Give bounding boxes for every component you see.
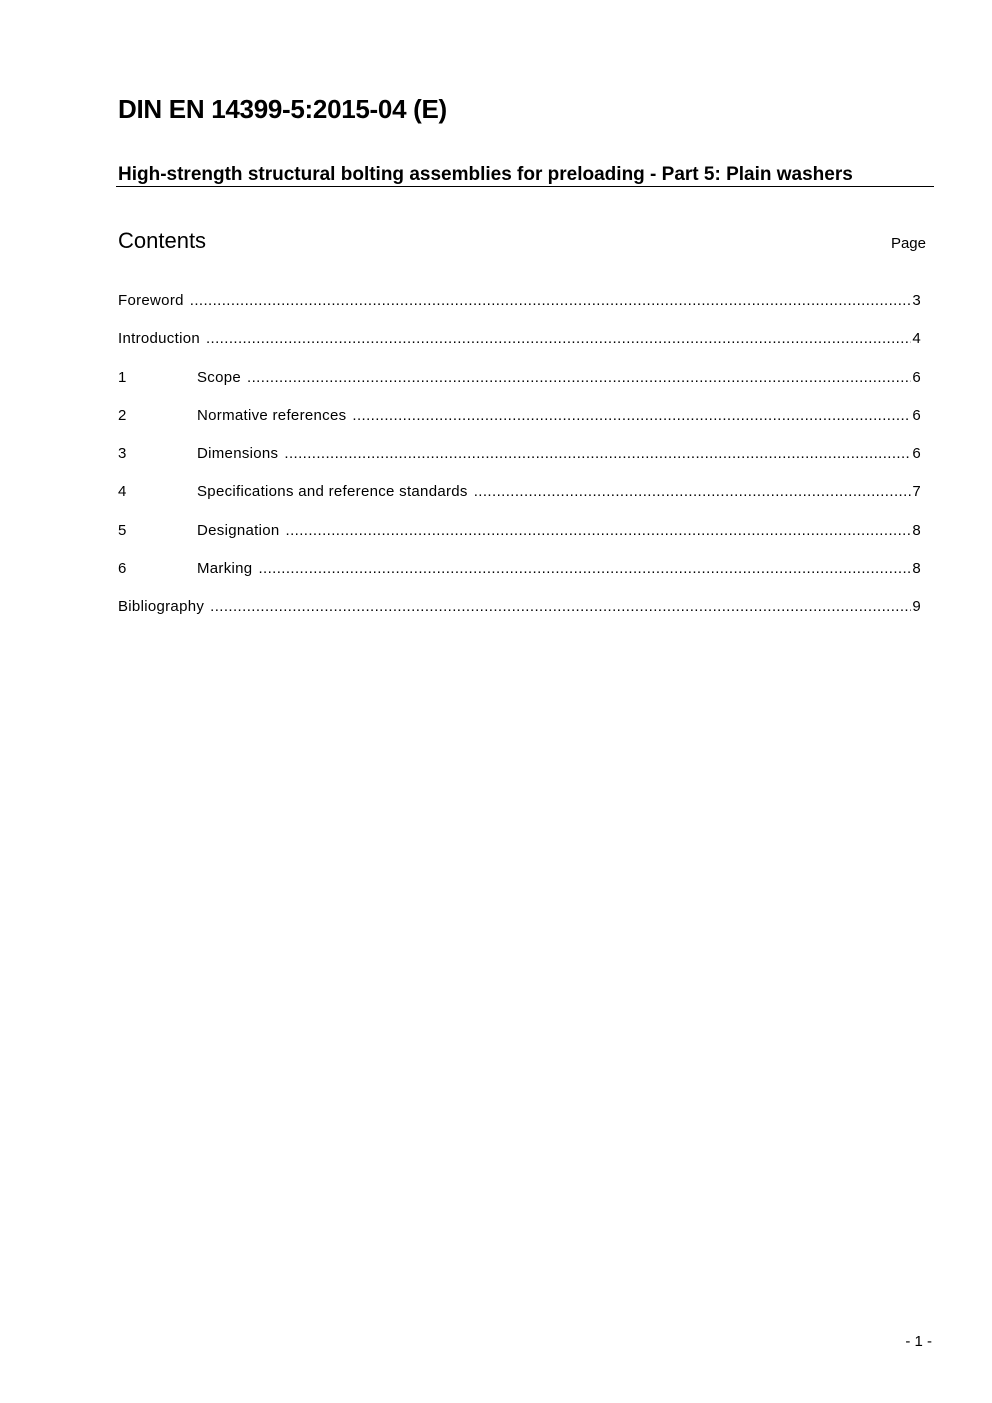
- toc-entry-scope[interactable]: [118, 369, 921, 407]
- toc-entry-title: Dimensions: [197, 445, 279, 463]
- toc-entry-foreword[interactable]: [118, 292, 921, 330]
- title-underline: [116, 186, 934, 187]
- toc-entry-number: 6: [118, 560, 127, 578]
- toc-dot-leader: [286, 522, 912, 539]
- toc-entry-title: Introduction: [118, 330, 200, 348]
- toc-entry-title: Bibliography: [118, 598, 205, 616]
- toc-entry-designation[interactable]: [118, 522, 921, 560]
- contents-heading: Contents: [118, 228, 207, 253]
- toc-entry-number: 2: [118, 406, 127, 424]
- toc-entry-normative-references[interactable]: [118, 407, 921, 445]
- toc-entry-title: Normative references: [197, 406, 347, 424]
- toc-entry-title: Specifications and reference standards: [197, 483, 468, 501]
- toc-entry-page: 8: [912, 521, 921, 539]
- toc-entry-marking[interactable]: [118, 560, 921, 598]
- toc-entry-number: 3: [118, 445, 127, 463]
- toc-entry-introduction[interactable]: [118, 330, 921, 368]
- toc-entry-title: Marking: [197, 560, 253, 578]
- toc-entry-page: 7: [912, 483, 921, 501]
- toc-entry-title: Scope: [197, 368, 242, 386]
- toc-entry-page: 9: [912, 598, 921, 616]
- toc-entry-number: 5: [118, 521, 127, 539]
- toc-entry-bibliography[interactable]: [118, 598, 921, 636]
- toc-entry-dimensions[interactable]: [118, 445, 921, 483]
- toc-dot-leader: [190, 292, 912, 309]
- toc-dot-leader: [247, 369, 911, 386]
- toc-entry-page: 6: [912, 368, 921, 386]
- toc-entry-page: 6: [912, 445, 921, 463]
- toc-entry-number: 1: [118, 368, 127, 386]
- toc-entry-specifications[interactable]: [118, 483, 921, 521]
- toc-entry-page: 4: [912, 330, 921, 348]
- toc-dot-leader: [258, 560, 911, 577]
- toc-dot-leader: [474, 483, 912, 500]
- document-id: DIN EN 14399-5:2015-04 (E): [118, 94, 447, 124]
- toc-dot-leader: [352, 407, 911, 424]
- toc-entry-page: 3: [912, 292, 921, 309]
- toc-entry-title: Foreword: [118, 292, 184, 309]
- document-title: High-strength structural bolting assemblies for preloading - Part 5: Plain washers: [118, 164, 853, 185]
- toc-entry-page: 8: [912, 560, 921, 578]
- toc-dot-leader: [284, 445, 911, 462]
- page-column-heading: Page: [890, 235, 926, 252]
- toc-entry-page: 6: [912, 406, 921, 424]
- toc-dot-leader: [206, 330, 911, 347]
- table-of-contents: [118, 292, 921, 637]
- toc-entry-title: Designation: [197, 521, 280, 539]
- page-number-footer: - 1 -: [905, 1333, 932, 1350]
- toc-entry-number: 4: [118, 483, 127, 501]
- toc-dot-leader: [210, 598, 911, 615]
